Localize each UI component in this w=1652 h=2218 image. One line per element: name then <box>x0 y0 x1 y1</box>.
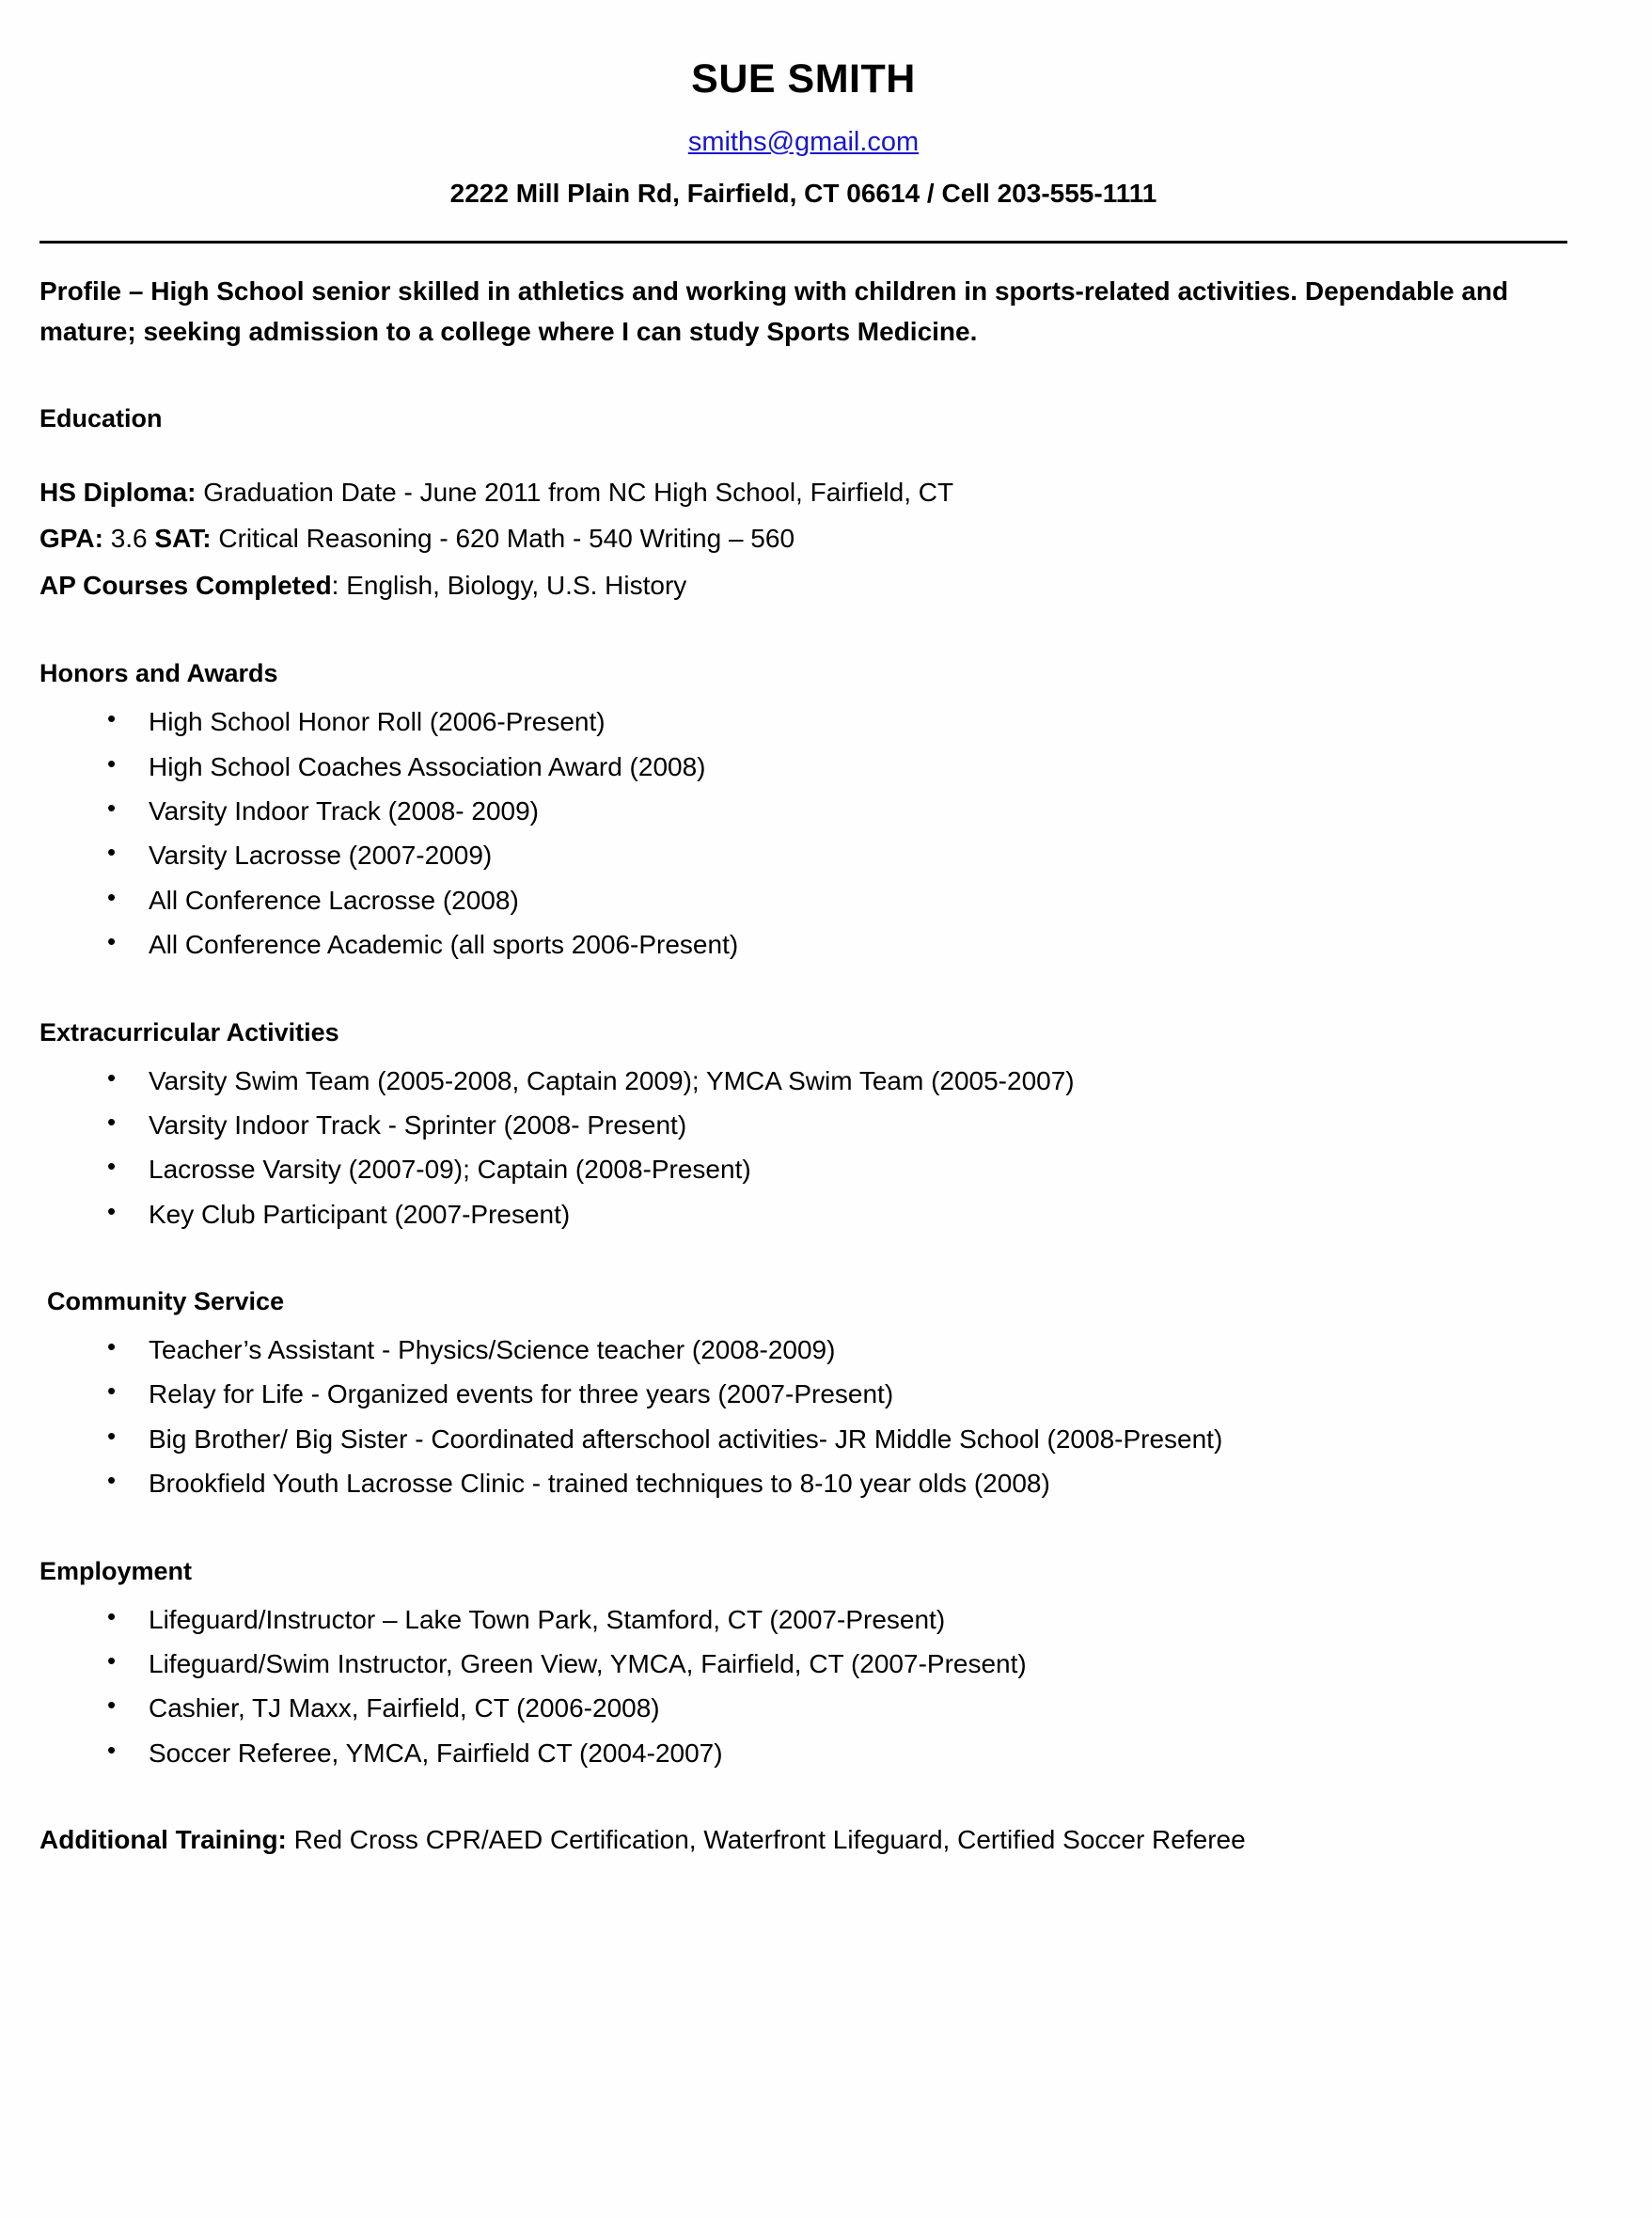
education-label-diploma: HS Diploma: <box>39 478 197 508</box>
list-item: • Lifeguard/Instructor – Lake Town Park, Stamford, CT (2007-Present) <box>39 1599 1567 1640</box>
list-item: • Relay for Life - Organized events for three years (2007-Present) <box>39 1374 1567 1414</box>
list-item: • Varsity Indoor Track (2008- 2009) <box>39 791 1567 831</box>
additional-training-value: Red Cross CPR/AED Certification, Waterfront Lifeguard, Certified Soccer Referee <box>286 1825 1246 1855</box>
list-item: • Cashier, TJ Maxx, Fairfield, CT (2006-2008) <box>39 1688 1567 1728</box>
profile-paragraph: Profile – High School senior skilled in athletics and working with children in sports-related activities. Dependable and mature; seeking admission to a college where I can study Sports Medicine. <box>39 276 1509 346</box>
education-line-ap <box>39 564 1567 606</box>
contact-email-line <box>39 127 1567 158</box>
list-item: • Lacrosse Varsity (2007-09); Captain (2008-Present) <box>39 1149 1567 1189</box>
community-service-list <box>39 1329 1567 1504</box>
list-item: • Brookfield Youth Lacrosse Clinic - trained techniques to 8-10 year olds (2008) <box>39 1463 1567 1503</box>
header-divider <box>39 241 1567 244</box>
additional-training <box>39 1820 1567 1860</box>
list-item: • Teacher’s Assistant - Physics/Science teacher (2008-2009) <box>39 1329 1567 1370</box>
section-heading-education: Education <box>39 404 163 433</box>
education-label-gpa: GPA: <box>39 524 103 554</box>
list-item: • High School Coaches Association Award (2008) <box>39 747 1567 787</box>
education-label-ap: AP Courses Completed <box>39 570 332 600</box>
employment-list <box>39 1599 1567 1774</box>
education-value-gpa: 3.6 <box>102 524 155 554</box>
list-item: • Big Brother/ Big Sister - Coordinated afterschool activities- JR Middle School (2008-Present) <box>39 1419 1567 1459</box>
education-value-sat: Critical Reasoning - 620 Math - 540 Writing – 560 <box>211 524 795 554</box>
education-value-ap: : English, Biology, U.S. History <box>331 570 687 600</box>
list-item: • All Conference Academic (all sports 2006-Present) <box>39 924 1567 965</box>
honors-list <box>39 701 1567 965</box>
list-item: • Lifeguard/Swim Instructor, Green View, YMCA, Fairfield, CT (2007-Present) <box>39 1644 1567 1684</box>
section-heading-community-service: Community Service <box>47 1287 285 1316</box>
list-item: • Soccer Referee, YMCA, Fairfield CT (2004-2007) <box>39 1733 1567 1773</box>
contact-address: 2222 Mill Plain Rd, Fairfield, CT 06614 / Cell 203-555-1111 <box>449 179 1157 208</box>
education-line-gpa-sat <box>39 517 1567 559</box>
education-details <box>39 471 1567 606</box>
page-title: SUE SMITH <box>691 56 916 102</box>
section-heading-employment: Employment <box>39 1556 193 1585</box>
email-link[interactable]: smiths@gmail.com <box>687 127 920 157</box>
education-line-diploma <box>39 471 1567 513</box>
list-item: • Varsity Lacrosse (2007-2009) <box>39 835 1567 875</box>
section-heading-honors: Honors and Awards <box>39 659 278 688</box>
education-label-sat: SAT: <box>154 524 212 554</box>
education-value-diploma: Graduation Date - June 2011 from NC High School, Fairfield, CT <box>196 478 954 508</box>
list-item: • High School Honor Roll (2006-Present) <box>39 701 1567 742</box>
list-item: • All Conference Lacrosse (2008) <box>39 880 1567 920</box>
additional-training-label: Additional Training: <box>39 1825 287 1855</box>
list-item: • Key Club Participant (2007-Present) <box>39 1194 1567 1235</box>
extracurricular-list <box>39 1061 1567 1235</box>
list-item: • Varsity Swim Team (2005-2008, Captain 2009); YMCA Swim Team (2005-2007) <box>39 1061 1567 1101</box>
list-item: • Varsity Indoor Track - Sprinter (2008- Present) <box>39 1105 1567 1145</box>
section-heading-extracurricular: Extracurricular Activities <box>39 1017 339 1046</box>
